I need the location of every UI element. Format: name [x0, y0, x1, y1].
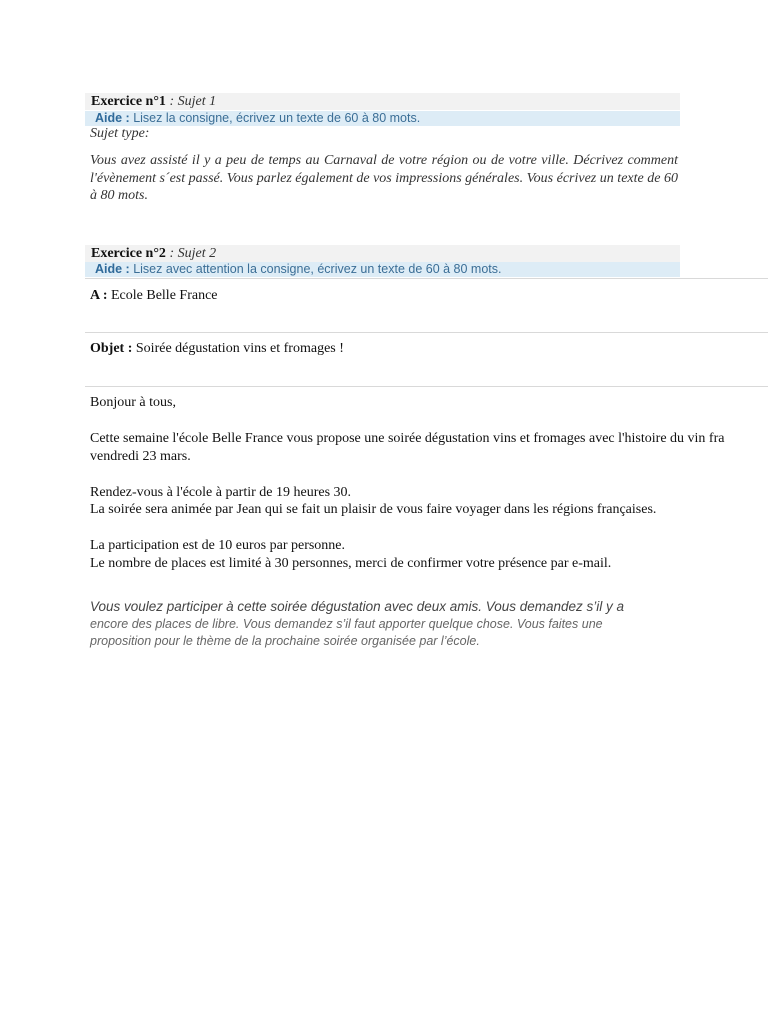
email-subject-label: Objet : [90, 341, 133, 356]
email-paragraph-1-line-2: vendredi 23 mars. [90, 449, 191, 464]
email-to-line [90, 287, 218, 305]
email-paragraph-2-line-2: La soirée sera animée par Jean qui se fait un plaisir de vous faire voyager dans les régions françaises. [90, 502, 657, 517]
exercise-2-consigne [90, 598, 680, 651]
exercise-1-header [85, 93, 680, 110]
email-greeting: Bonjour à tous, [90, 395, 176, 410]
divider [85, 278, 768, 279]
email-paragraph-1-line-1: Cette semaine l'école Belle France vous propose une soirée dégustation vins et fromages avec l'histoire du vin fra [90, 431, 725, 446]
consigne-line: Vous voulez participer à cette soirée dégustation avec deux amis. Vous demandez s’il y a [90, 599, 625, 614]
email-paragraph-3-line-1: La participation est de 10 euros par personne. [90, 538, 346, 553]
email-paragraph-3-line-2: Le nombre de places est limité à 30 personnes, merci de confirmer votre présence par e-mail. [90, 556, 612, 571]
sujet-type-label: Sujet type: [90, 126, 150, 141]
email-paragraph-2-line-1: Rendez-vous à l'école à partir de 19 heures 30. [90, 485, 352, 500]
aide-text: Lisez avec attention la consigne, écrivez un texte de 60 à 80 mots. [129, 262, 502, 276]
email-to-value: Ecole Belle France [107, 288, 218, 303]
exercise-2-aide [85, 262, 680, 277]
aide-text: Lisez la consigne, écrivez un texte de 60 à 80 mots. [129, 111, 421, 125]
divider [85, 332, 768, 333]
exercise-1-title: Exercice n°1 [91, 94, 166, 109]
exercise-1-consigne: Vous avez assisté il y a peu de temps au Carnaval de votre région ou de votre ville. Décrivez comment l'évènement s´est passé. Vous parlez également de vos impressions générales. Vous écrivez un texte de 60 à 80 mots. [90, 153, 678, 203]
exercise-2-subject: : Sujet 2 [165, 246, 217, 261]
exercise-2-title: Exercice n°2 [91, 246, 166, 261]
email-subject-value: Soirée dégustation vins et fromages ! [132, 341, 344, 356]
consigne-line: proposition pour le thème de la prochaine soirée organisée par l’école. [90, 634, 480, 648]
exercise-1-aide [85, 111, 680, 126]
email-to-label: A : [90, 288, 108, 303]
aide-label: Aide : [95, 262, 130, 276]
consigne-line: encore des places de libre. Vous demandez s’il faut apporter quelque chose. Vous faites une [90, 616, 603, 631]
exercise-2-header [85, 245, 680, 262]
aide-label: Aide : [95, 111, 130, 125]
divider [85, 386, 768, 387]
exercise-1-subject: : Sujet 1 [165, 94, 217, 109]
email-subject-line [90, 340, 344, 358]
